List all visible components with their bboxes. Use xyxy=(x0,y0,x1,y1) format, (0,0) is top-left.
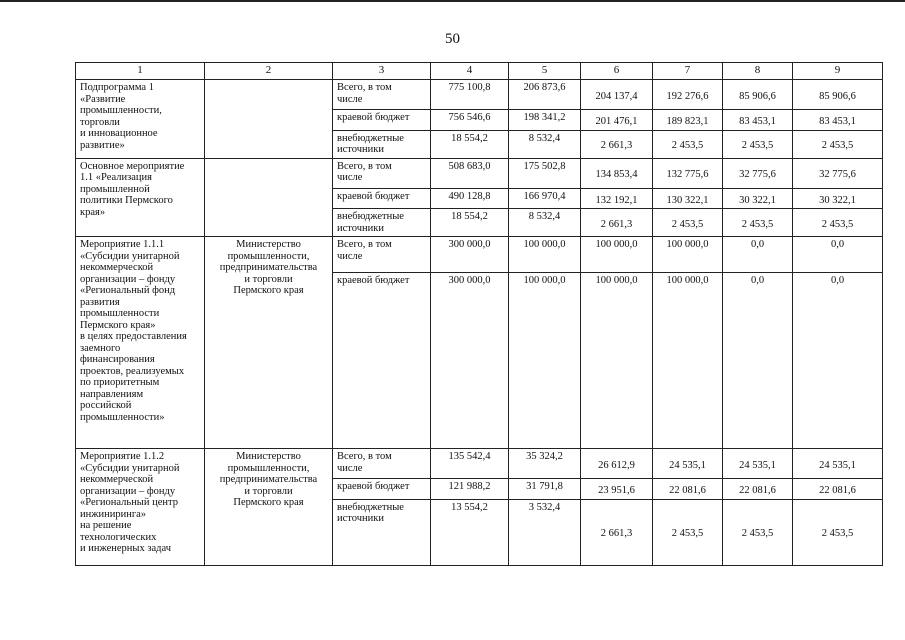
responsible-executor-cell: Министерство промышленности, предпринимательства и торговли Пермского края xyxy=(205,449,333,566)
value-cell: 192 276,6 xyxy=(653,80,723,110)
funding-source-cell: Всего, в том числе xyxy=(333,80,431,110)
value-cell: 490 128,8 xyxy=(431,188,509,209)
funding-source-cell: Всего, в том числе xyxy=(333,449,431,479)
value-cell: 2 453,5 xyxy=(793,130,883,158)
value-cell: 22 081,6 xyxy=(653,479,723,500)
column-header: 6 xyxy=(581,63,653,80)
responsible-executor-cell xyxy=(205,80,333,159)
value-cell: 2 453,5 xyxy=(653,130,723,158)
value-cell: 83 453,1 xyxy=(793,110,883,131)
column-header: 3 xyxy=(333,63,431,80)
value-cell: 189 823,1 xyxy=(653,110,723,131)
value-cell: 83 453,1 xyxy=(723,110,793,131)
value-cell: 0,0 xyxy=(793,237,883,273)
funding-source-cell: краевой бюджет xyxy=(333,188,431,209)
value-cell: 22 081,6 xyxy=(723,479,793,500)
value-cell: 175 502,8 xyxy=(509,158,581,188)
funding-source-cell: краевой бюджет xyxy=(333,110,431,131)
column-header: 1 xyxy=(76,63,205,80)
activity-name-cell: Подпрограмма 1 «Развитие промышленности, торговли и инновационное развитие» xyxy=(76,80,205,159)
value-cell: 24 535,1 xyxy=(793,449,883,479)
value-cell: 13 554,2 xyxy=(431,499,509,565)
value-cell: 32 775,6 xyxy=(793,158,883,188)
value-cell: 121 988,2 xyxy=(431,479,509,500)
value-cell: 198 341,2 xyxy=(509,110,581,131)
value-cell: 0,0 xyxy=(793,273,883,449)
value-cell: 2 661,3 xyxy=(581,130,653,158)
value-cell: 204 137,4 xyxy=(581,80,653,110)
value-cell: 24 535,1 xyxy=(723,449,793,479)
value-cell: 100 000,0 xyxy=(509,273,581,449)
funding-source-cell: внебюджетные источники xyxy=(333,499,431,565)
value-cell: 201 476,1 xyxy=(581,110,653,131)
value-cell: 31 791,8 xyxy=(509,479,581,500)
value-cell: 775 100,8 xyxy=(431,80,509,110)
activity-name-cell: Мероприятие 1.1.1 «Субсидии унитарной некоммерческой организации – фонду «Региональный фонд развития промышленности Пермского края» в целях предоставления заемного финансирования проектов, реализуемых по приоритетным направлениям российской промышленности» xyxy=(76,237,205,449)
value-cell: 30 322,1 xyxy=(793,188,883,209)
value-cell: 2 453,5 xyxy=(723,130,793,158)
table-row xyxy=(76,80,883,110)
value-cell: 3 532,4 xyxy=(509,499,581,565)
table-header-row xyxy=(76,63,883,80)
value-cell: 100 000,0 xyxy=(653,237,723,273)
value-cell: 85 906,6 xyxy=(723,80,793,110)
table-row xyxy=(76,237,883,273)
value-cell: 0,0 xyxy=(723,237,793,273)
funding-source-cell: внебюджетные источники xyxy=(333,209,431,237)
page-number: 50 xyxy=(445,31,460,47)
value-cell: 2 453,5 xyxy=(653,499,723,565)
value-cell: 300 000,0 xyxy=(431,237,509,273)
top-border-line xyxy=(0,0,905,2)
value-cell: 134 853,4 xyxy=(581,158,653,188)
value-cell: 166 970,4 xyxy=(509,188,581,209)
responsible-executor-cell xyxy=(205,158,333,237)
value-cell: 100 000,0 xyxy=(509,237,581,273)
value-cell: 2 453,5 xyxy=(723,499,793,565)
table-row xyxy=(76,158,883,188)
funding-source-cell: краевой бюджет xyxy=(333,479,431,500)
column-header: 9 xyxy=(793,63,883,80)
value-cell: 2 661,3 xyxy=(581,209,653,237)
value-cell: 0,0 xyxy=(723,273,793,449)
column-header: 7 xyxy=(653,63,723,80)
value-cell: 2 453,5 xyxy=(793,209,883,237)
value-cell: 2 453,5 xyxy=(653,209,723,237)
value-cell: 100 000,0 xyxy=(653,273,723,449)
funding-source-cell: внебюджетные источники xyxy=(333,130,431,158)
funding-source-cell: Всего, в том числе xyxy=(333,158,431,188)
value-cell: 508 683,0 xyxy=(431,158,509,188)
value-cell: 30 322,1 xyxy=(723,188,793,209)
table-row xyxy=(76,449,883,479)
value-cell: 132 192,1 xyxy=(581,188,653,209)
value-cell: 2 453,5 xyxy=(793,499,883,565)
value-cell: 8 532,4 xyxy=(509,209,581,237)
value-cell: 26 612,9 xyxy=(581,449,653,479)
value-cell: 35 324,2 xyxy=(509,449,581,479)
budget-table xyxy=(75,62,883,566)
value-cell: 22 081,6 xyxy=(793,479,883,500)
value-cell: 2 661,3 xyxy=(581,499,653,565)
value-cell: 8 532,4 xyxy=(509,130,581,158)
funding-source-cell: Всего, в том числе xyxy=(333,237,431,273)
value-cell: 135 542,4 xyxy=(431,449,509,479)
activity-name-cell: Основное мероприятие 1.1 «Реализация промышленной политики Пермского края» xyxy=(76,158,205,237)
activity-name-cell: Мероприятие 1.1.2 «Субсидии унитарной некоммерческой организации – фонду «Региональный центр инжиниринга» на решение технологических и инженерных задач xyxy=(76,449,205,566)
value-cell: 756 546,6 xyxy=(431,110,509,131)
value-cell: 2 453,5 xyxy=(723,209,793,237)
value-cell: 23 951,6 xyxy=(581,479,653,500)
value-cell: 32 775,6 xyxy=(723,158,793,188)
value-cell: 18 554,2 xyxy=(431,209,509,237)
value-cell: 206 873,6 xyxy=(509,80,581,110)
funding-source-cell: краевой бюджет xyxy=(333,273,431,449)
column-header: 4 xyxy=(431,63,509,80)
value-cell: 18 554,2 xyxy=(431,130,509,158)
value-cell: 100 000,0 xyxy=(581,237,653,273)
value-cell: 100 000,0 xyxy=(581,273,653,449)
value-cell: 130 322,1 xyxy=(653,188,723,209)
value-cell: 132 775,6 xyxy=(653,158,723,188)
value-cell: 85 906,6 xyxy=(793,80,883,110)
column-header: 2 xyxy=(205,63,333,80)
column-header: 5 xyxy=(509,63,581,80)
value-cell: 300 000,0 xyxy=(431,273,509,449)
value-cell: 24 535,1 xyxy=(653,449,723,479)
responsible-executor-cell: Министерство промышленности, предпринимательства и торговли Пермского края xyxy=(205,237,333,449)
column-header: 8 xyxy=(723,63,793,80)
